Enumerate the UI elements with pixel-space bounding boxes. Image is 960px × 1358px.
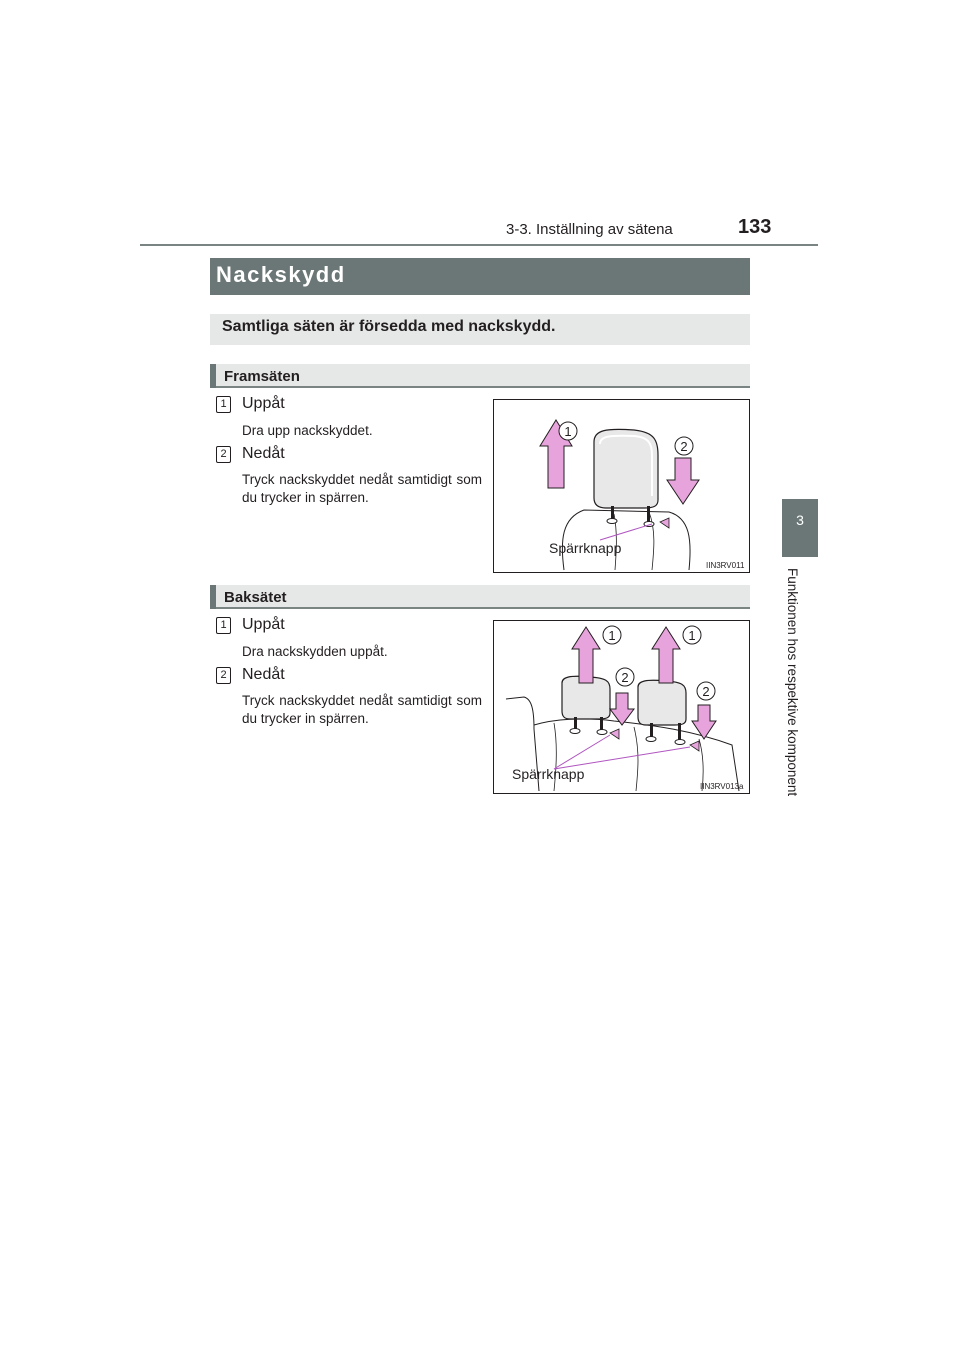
rear-mark-2a: 2 — [621, 670, 629, 685]
rear-item-1-desc: Dra nackskydden uppåt. — [242, 644, 388, 659]
rear-mark-1b: 1 — [688, 628, 696, 643]
rear-headrest-right — [638, 680, 686, 725]
front-down-arrow-icon — [667, 458, 699, 504]
front-callout-label: Spärrknapp — [549, 540, 622, 556]
rear-left-up-arrow-icon — [572, 627, 600, 683]
rear-right-collar-2 — [675, 740, 685, 745]
rear-right-collar-1 — [646, 737, 656, 742]
front-item-1-desc: Dra upp nackskyddet. — [242, 423, 373, 438]
front-item-2-number-icon: 2 — [216, 446, 231, 463]
rear-heading-accent — [210, 585, 216, 609]
note-text: Samtliga säten är försedda med nackskydd. — [222, 318, 556, 335]
page-number: 133 — [738, 216, 772, 238]
front-headrest-post-right — [647, 506, 650, 522]
front-item-1-label: Uppåt — [242, 395, 285, 412]
header-rule — [140, 244, 818, 246]
front-mark-1: 1 — [564, 424, 572, 439]
front-figure-code: IIN3RV011 — [706, 561, 745, 570]
page-title: Nackskydd — [216, 262, 346, 287]
rear-left-down-arrow-icon — [610, 693, 634, 725]
rear-left-collar-1 — [570, 729, 580, 734]
rear-item-1-label: Uppåt — [242, 616, 285, 633]
rear-right-up-arrow-icon — [652, 627, 680, 683]
rear-item-2-desc: Tryck nackskyddet nedåt samtidigt som du trycker in spärren. — [242, 693, 482, 726]
rear-item-2-label: Nedåt — [242, 666, 285, 683]
chapter-tab-title: Funktionen hos respektive komponent — [785, 568, 800, 797]
front-mark-2: 2 — [680, 439, 688, 454]
rear-mark-2b: 2 — [702, 684, 710, 699]
rear-item-1-number-icon: 1 — [216, 617, 231, 634]
front-headrest-drawing — [494, 400, 751, 574]
rear-callout-pointer-1 — [554, 735, 610, 769]
rear-left-release-arrow-icon — [610, 729, 619, 739]
rear-figure-code: IIN3RV013a — [700, 782, 744, 791]
rear-seat-seam-2 — [634, 727, 638, 791]
chapter-tab — [782, 499, 818, 557]
rear-right-post-2 — [678, 723, 681, 741]
rear-mark-1a: 1 — [608, 628, 616, 643]
rear-seat-illustration — [493, 620, 750, 794]
rear-left-post-2 — [600, 717, 603, 731]
rear-callout-label: Spärrknapp — [512, 766, 585, 782]
rear-heading-bar — [210, 585, 750, 609]
chapter-tab-number: 3 — [796, 512, 804, 528]
rear-heading: Baksätet — [224, 589, 287, 606]
front-item-2-desc: Tryck nackskyddet nedåt samtidigt som du trycker in spärren. — [242, 472, 482, 505]
front-post-collar-left — [607, 519, 617, 524]
front-heading-accent — [210, 364, 216, 388]
front-item-1-number-icon: 1 — [216, 396, 231, 413]
front-heading: Framsäten — [224, 368, 300, 385]
section-reference: 3-3. Inställning av sätena — [506, 221, 673, 238]
front-headrest-post-left — [611, 506, 614, 520]
rear-item-2-number-icon: 2 — [216, 667, 231, 684]
front-item-2-label: Nedåt — [242, 445, 285, 462]
rear-left-collar-2 — [597, 730, 607, 735]
rear-right-release-arrow-icon — [690, 741, 699, 751]
front-seat-illustration — [493, 399, 750, 573]
